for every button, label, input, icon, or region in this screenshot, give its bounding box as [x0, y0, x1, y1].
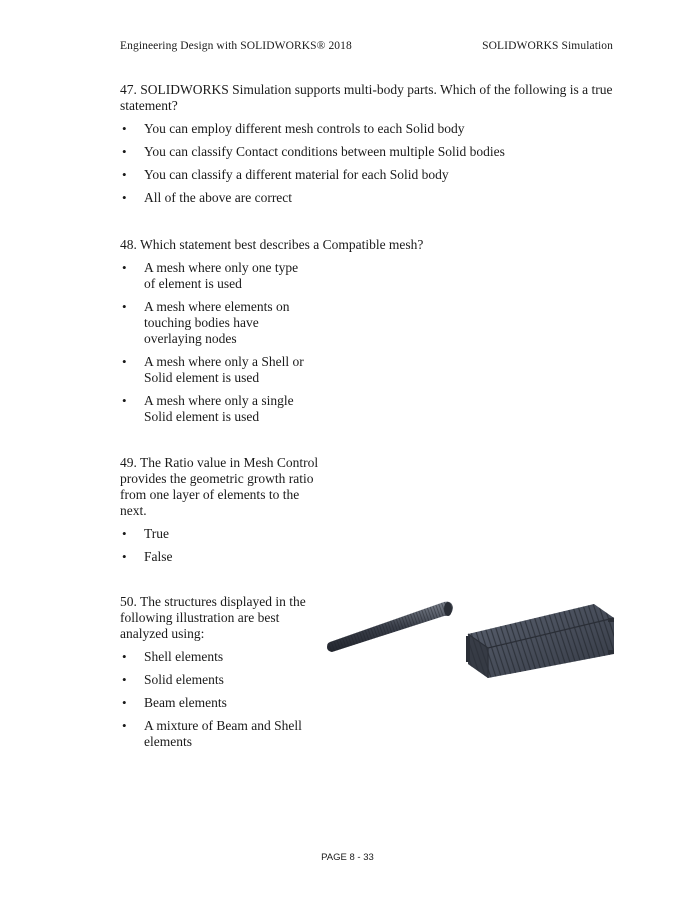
answer-options [120, 121, 620, 206]
tapered-tube-structure [327, 602, 453, 652]
truss-box-structure [466, 604, 614, 678]
answer-option: • A mesh where only a Shell or Solid element is used [120, 354, 312, 386]
question-stem: 49. The Ratio value in Mesh Control provides the geometric growth ratio from one layer of elements to the next. [120, 455, 319, 518]
answer-option: • True [120, 526, 320, 542]
answer-options [120, 260, 620, 425]
answer-option: • Beam elements [120, 695, 312, 711]
question-47 [120, 82, 620, 213]
answer-option: • False [120, 549, 320, 565]
answer-option: • Shell elements [120, 649, 312, 665]
question-48 [120, 237, 620, 432]
page-number: PAGE 8 - 33 [321, 852, 374, 863]
question-50 [120, 594, 320, 757]
answer-option: • Solid elements [120, 672, 312, 688]
structures-illustration [326, 594, 618, 680]
answer-option: • You can employ different mesh controls to each Solid body [120, 121, 620, 137]
question-stem: 50. The structures displayed in the following illustration are best analyzed using: [120, 594, 306, 641]
answer-option: • All of the above are correct [120, 190, 620, 206]
answer-option: • A mesh where only one type of element is used [120, 260, 312, 292]
answer-option: • A mixture of Beam and Shell elements [120, 718, 312, 750]
header-book-title: Engineering Design with SOLIDWORKS® 2018 [120, 40, 352, 52]
answer-options [120, 649, 320, 750]
question-49 [120, 455, 320, 572]
question-stem: 47. SOLIDWORKS Simulation supports multi-body parts. Which of the following is a true statement? [120, 82, 613, 113]
question-stem: 48. Which statement best describes a Compatible mesh? [120, 237, 424, 252]
answer-options [120, 526, 320, 565]
answer-option: • You can classify Contact conditions between multiple Solid bodies [120, 144, 620, 160]
answer-option: • You can classify a different material for each Solid body [120, 167, 620, 183]
answer-option: • A mesh where only a single Solid element is used [120, 393, 312, 425]
header-chapter-title: SOLIDWORKS Simulation [482, 40, 613, 52]
answer-option: • A mesh where elements on touching bodies have overlaying nodes [120, 299, 312, 347]
